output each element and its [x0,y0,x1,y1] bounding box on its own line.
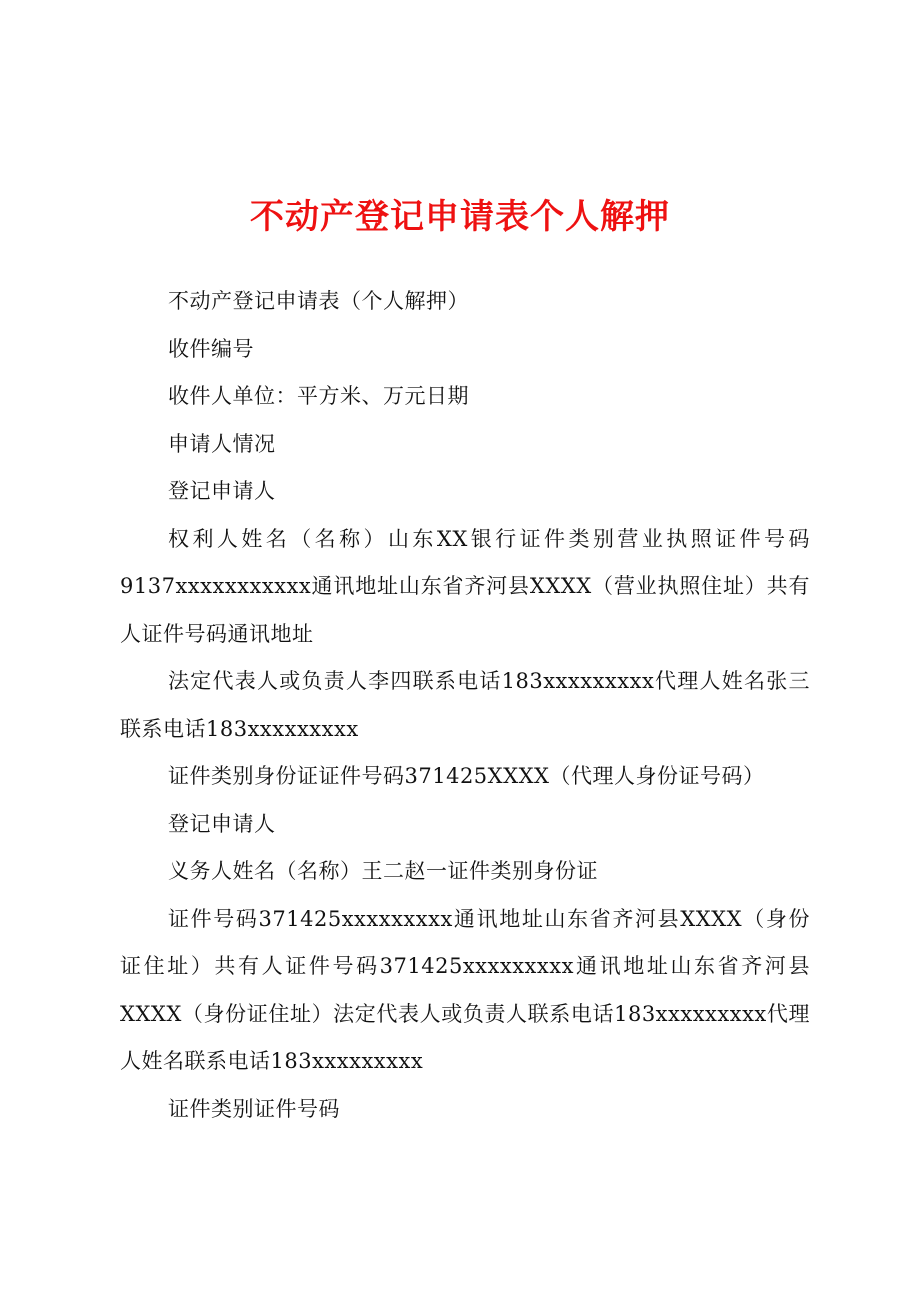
paragraph-id-type: 证件类别证件号码 [168,1096,340,1121]
paragraph-applicant-info: 申请人情况 [168,431,276,456]
paragraph-right-holder: 权利人姓名（名称）山东XX银行证件类别营业执照证件号码9137xxxxxxxxxxx通讯地址山东省齐河县XXXX（营业执照住址）共有人证件号码通讯地址 [120,526,810,646]
document-title: 不动产登记申请表个人解押 [250,197,670,237]
paragraph-registration-applicant-1: 登记申请人 [168,479,276,503]
paragraph-receipt-number: 收件编号 [168,336,254,361]
paragraph-obligor: 义务人姓名（名称）王二赵一证件类别身份证 [168,859,598,883]
document-body [120,278,810,1133]
paragraph-obligor-details: 证件号码371425xxxxxxxxx通讯地址山东省齐河县XXXX（身份证住址）共有人证件号码371425xxxxxxxxx通讯地址山东省齐河县XXXX（身份证住址）法定代表人或负责人联系电话183xxxxxxxxx代理人姓名联系电话183xxxxxxxxx [120,906,810,1073]
paragraph-form-name: 不动产登记申请表（个人解押） [168,289,469,313]
paragraph-registration-applicant-2: 登记申请人 [168,811,276,836]
paragraph-receiver-unit: 收件人单位：平方米、万元日期 [168,384,469,408]
paragraph-legal-representative: 法定代表人或负责人李四联系电话183xxxxxxxxx代理人姓名张三联系电话183xxxxxxxxx [120,669,810,741]
paragraph-agent-id: 证件类别身份证证件号码371425XXXX（代理人身份证号码） [168,764,765,788]
